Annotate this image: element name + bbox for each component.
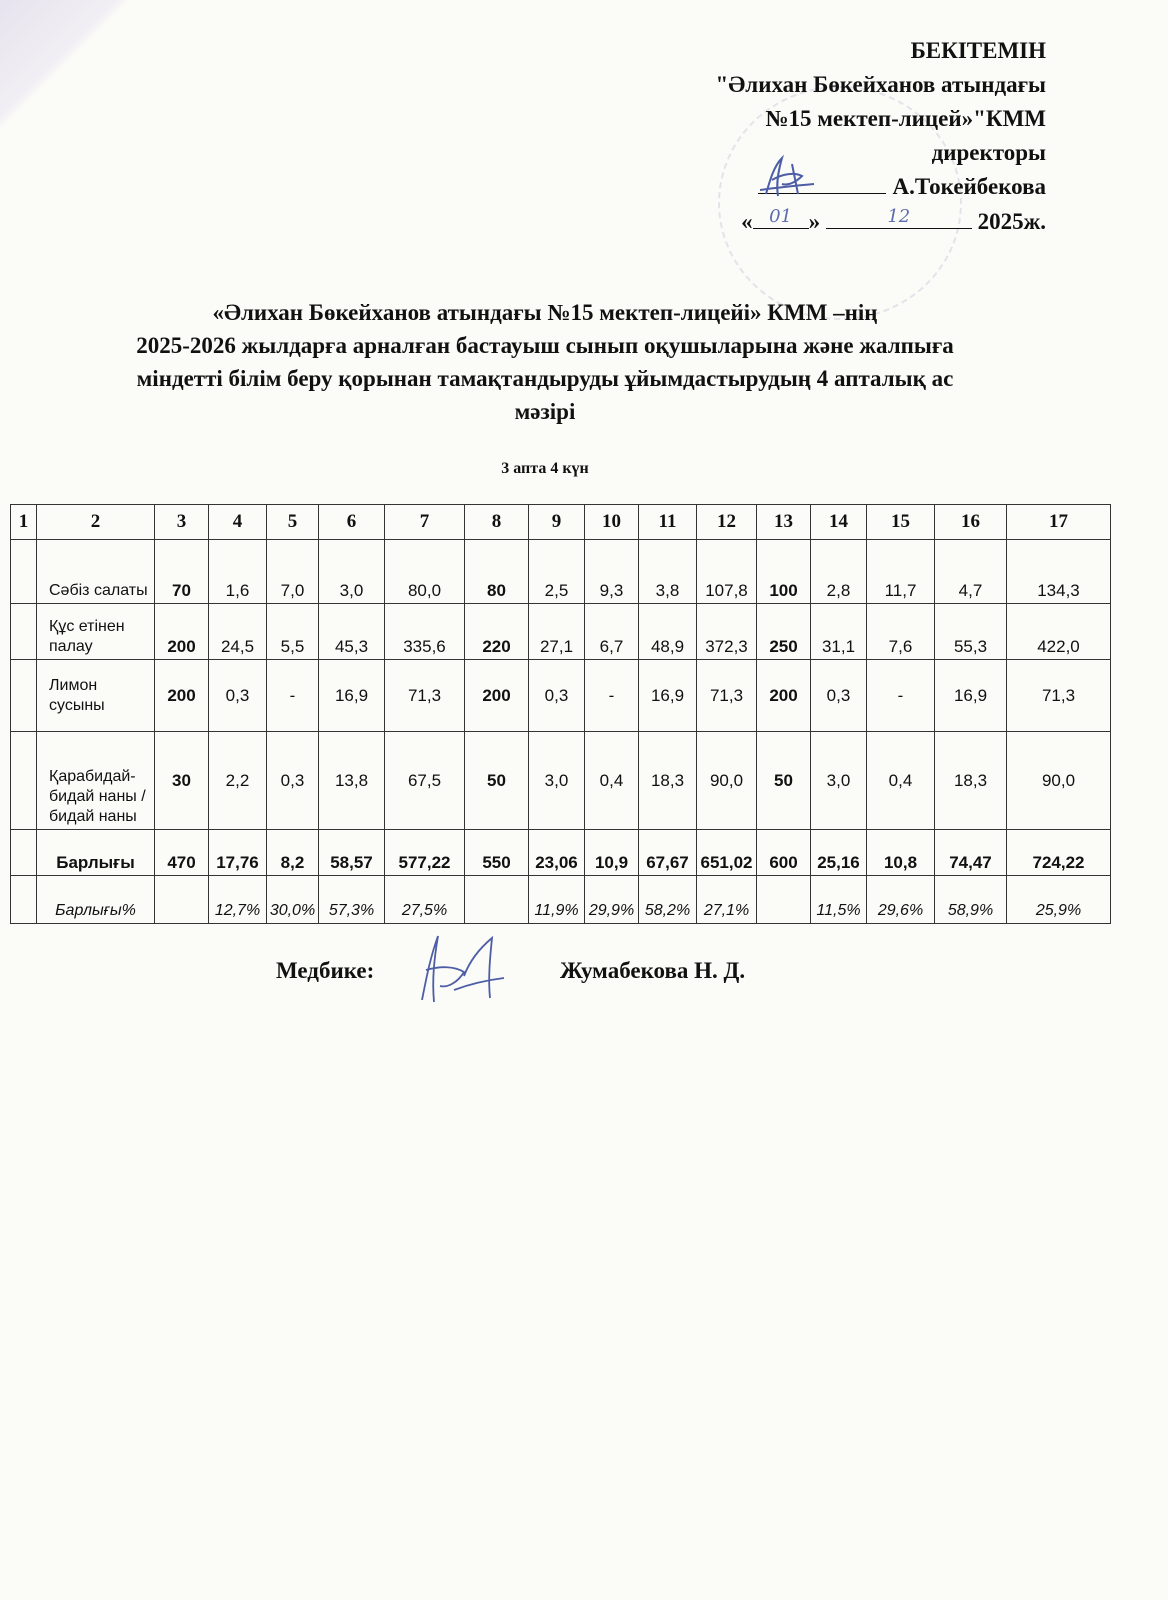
table-row [11, 732, 1111, 830]
table-cell: 27,1 [529, 604, 585, 660]
table-cell: 7,0 [267, 540, 319, 604]
table-cell: 200 [757, 660, 811, 732]
percent-cell [757, 876, 811, 924]
percent-cell: 58,9% [935, 876, 1007, 924]
table-cell: 5,5 [267, 604, 319, 660]
table-cell: 70 [155, 540, 209, 604]
table-cell: 100 [757, 540, 811, 604]
medic-signature [404, 930, 524, 1010]
table-cell: 13,8 [319, 732, 385, 830]
table-cell: - [267, 660, 319, 732]
table-cell: 7,6 [867, 604, 935, 660]
percent-row [11, 876, 1111, 924]
dish-name: Құс етінен палау [37, 604, 155, 660]
total-cell: 651,02 [697, 830, 757, 876]
table-cell: - [585, 660, 639, 732]
table-cell: 80,0 [385, 540, 465, 604]
table-cell: 372,3 [697, 604, 757, 660]
table-cell: 0,4 [867, 732, 935, 830]
total-cell: 25,16 [811, 830, 867, 876]
dish-name: Сәбіз салаты [37, 540, 155, 604]
column-header: 8 [465, 505, 529, 540]
table-cell: 50 [465, 732, 529, 830]
table-cell: 3,0 [529, 732, 585, 830]
approval-heading: БЕКІТЕМІН [910, 38, 1046, 63]
percent-cell: 57,3% [319, 876, 385, 924]
total-cell: 17,76 [209, 830, 267, 876]
column-header: 7 [385, 505, 465, 540]
table-row [11, 540, 1111, 604]
table-cell: 24,5 [209, 604, 267, 660]
approval-line-3: директоры [931, 140, 1046, 165]
table-cell: 90,0 [1007, 732, 1111, 830]
table-cell: 0,3 [529, 660, 585, 732]
total-cell: 10,9 [585, 830, 639, 876]
approval-block [526, 34, 1046, 239]
approval-line-1: "Әлихан Бөкейханов атындағы [715, 72, 1046, 97]
total-cell: 600 [757, 830, 811, 876]
approval-line-2: №15 мектеп-лицей»"КММ [765, 106, 1046, 131]
table-cell: 3,8 [639, 540, 697, 604]
row-index-cell [11, 604, 37, 660]
table-cell: 18,3 [639, 732, 697, 830]
table-cell: 90,0 [697, 732, 757, 830]
table-cell: 220 [465, 604, 529, 660]
table-cell: 2,5 [529, 540, 585, 604]
table-cell: 45,3 [319, 604, 385, 660]
table-cell: 0,3 [811, 660, 867, 732]
table-cell: 71,3 [697, 660, 757, 732]
week-day-label: 3 апта 4 күн [501, 460, 589, 477]
percent-cell: 27,5% [385, 876, 465, 924]
table-cell: 71,3 [1007, 660, 1111, 732]
dish-name: Қарабидай-бидай наны / бидай наны [37, 732, 155, 830]
column-header: 15 [867, 505, 935, 540]
row-index-cell [11, 540, 37, 604]
table-cell: 48,9 [639, 604, 697, 660]
percent-cell [465, 876, 529, 924]
row-index-cell [11, 830, 37, 876]
table-cell: - [867, 660, 935, 732]
table-cell: 16,9 [319, 660, 385, 732]
table-cell: 6,7 [585, 604, 639, 660]
table-cell: 3,0 [811, 732, 867, 830]
table-cell: 107,8 [697, 540, 757, 604]
table-cell: 0,3 [209, 660, 267, 732]
table-cell: 200 [155, 604, 209, 660]
title-line-3: міндетті білім беру қорынан тамақтандыруды ұйымдастырудың 4 апталық ас [136, 366, 954, 391]
table-cell: 3,0 [319, 540, 385, 604]
date-close-quote: » [808, 209, 821, 234]
medic-name: Жумабекова Н. Д. [560, 958, 746, 983]
medic-label: Медбике: [276, 958, 375, 983]
table-cell: 31,1 [811, 604, 867, 660]
total-cell: 577,22 [385, 830, 465, 876]
table-cell: 4,7 [935, 540, 1007, 604]
row-index-cell [11, 732, 37, 830]
percent-cell: 12,7% [209, 876, 267, 924]
percent-cell: 30,0% [267, 876, 319, 924]
column-header: 17 [1007, 505, 1111, 540]
column-header: 14 [811, 505, 867, 540]
total-cell: 10,8 [867, 830, 935, 876]
table-cell: 422,0 [1007, 604, 1111, 660]
table-cell: 11,7 [867, 540, 935, 604]
column-header: 16 [935, 505, 1007, 540]
date-year: 2025ж. [977, 209, 1046, 234]
column-header: 4 [209, 505, 267, 540]
total-cell: 724,22 [1007, 830, 1111, 876]
table-row [11, 604, 1111, 660]
table-cell: 335,6 [385, 604, 465, 660]
column-header: 5 [267, 505, 319, 540]
percent-cell: 29,9% [585, 876, 639, 924]
date-day: 01 [769, 206, 793, 227]
column-header: 12 [697, 505, 757, 540]
percent-cell: 11,5% [811, 876, 867, 924]
column-header: 11 [639, 505, 697, 540]
total-cell: 58,57 [319, 830, 385, 876]
table-cell: 0,4 [585, 732, 639, 830]
table-cell: 200 [155, 660, 209, 732]
table-cell: 2,8 [811, 540, 867, 604]
date-day-field [753, 204, 809, 229]
title-line-2: 2025-2026 жылдарға арналған бастауыш сынып оқушыларына және жалпыға [136, 333, 954, 358]
table-cell: 250 [757, 604, 811, 660]
title-line-4: мәзірі [514, 399, 576, 424]
row-index-cell [11, 660, 37, 732]
menu-table [10, 504, 1111, 924]
percent-cell: 27,1% [697, 876, 757, 924]
percent-cell: 29,6% [867, 876, 935, 924]
document-title [20, 296, 1070, 428]
table-cell: 200 [465, 660, 529, 732]
percent-label: Барлығы% [37, 876, 155, 924]
percent-cell [155, 876, 209, 924]
director-signature [752, 150, 822, 202]
column-header: 13 [757, 505, 811, 540]
approval-date [526, 204, 1046, 239]
total-row [11, 830, 1111, 876]
table-cell: 50 [757, 732, 811, 830]
total-cell: 8,2 [267, 830, 319, 876]
page-fold-shadow [0, 0, 130, 130]
column-header: 9 [529, 505, 585, 540]
percent-cell: 25,9% [1007, 876, 1111, 924]
table-cell: 2,2 [209, 732, 267, 830]
row-index-cell [11, 876, 37, 924]
director-name: А.Токейбекова [892, 174, 1046, 199]
medic-signature-block [276, 958, 896, 984]
column-header: 3 [155, 505, 209, 540]
total-cell: 470 [155, 830, 209, 876]
column-header: 6 [319, 505, 385, 540]
table-cell: 16,9 [935, 660, 1007, 732]
percent-cell: 58,2% [639, 876, 697, 924]
table-cell: 18,3 [935, 732, 1007, 830]
total-label: Барлығы [37, 830, 155, 876]
total-cell: 67,67 [639, 830, 697, 876]
table-cell: 67,5 [385, 732, 465, 830]
header-row [11, 505, 1111, 540]
table-cell: 80 [465, 540, 529, 604]
table-cell: 16,9 [639, 660, 697, 732]
column-header: 1 [11, 505, 37, 540]
column-header: 10 [585, 505, 639, 540]
table-row [11, 660, 1111, 732]
title-line-1: «Әлихан Бөкейханов атындағы №15 мектеп-лицейі» КММ –нің [212, 300, 878, 325]
table-cell: 55,3 [935, 604, 1007, 660]
column-header: 2 [37, 505, 155, 540]
table-cell: 1,6 [209, 540, 267, 604]
percent-cell: 11,9% [529, 876, 585, 924]
table-cell: 134,3 [1007, 540, 1111, 604]
table-cell: 30 [155, 732, 209, 830]
total-cell: 550 [465, 830, 529, 876]
date-open-quote: « [741, 209, 753, 234]
total-cell: 74,47 [935, 830, 1007, 876]
date-month-field [826, 204, 972, 229]
date-month: 12 [887, 206, 911, 227]
table-cell: 71,3 [385, 660, 465, 732]
dish-name: Лимон сусыны [37, 660, 155, 732]
table-cell: 9,3 [585, 540, 639, 604]
table-cell: 0,3 [267, 732, 319, 830]
total-cell: 23,06 [529, 830, 585, 876]
